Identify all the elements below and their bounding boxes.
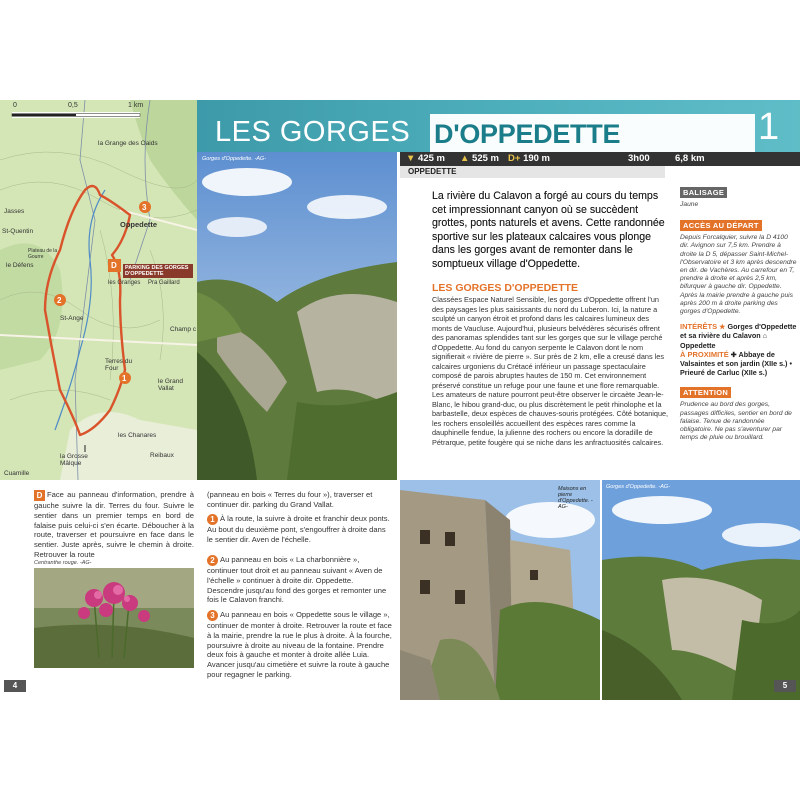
step-2-text: Au panneau en bois « La charbonnière », continuer tout droit et au panneau suivant « Aven de l'échelle » continuer à droite dir. Oppedette. Descendre jusqu'au fond des gorges et remonter une fois le Calavon franchi.: [207, 555, 387, 605]
flower-caption: Centranthe rouge. -AG-: [34, 560, 92, 566]
step-d-cont: (panneau en bois « Terres du four »), traverser et continuer dir. parking du Grand Vallat.: [207, 490, 373, 509]
step-3-text: Au panneau en bois « Oppedette sous le village », continuer de monter à droite. Retrouver la route et face à la mairie, prendre la rue le plus à droite. À la fourche, poursuivre à droite au niveau de la fontaine. Prendre deux fois à gauche et monter à droite allée Luia. Avancer jusqu'au cimetière et suivre la route à gauche pour regagner le parking.: [207, 610, 392, 679]
photo-caption: Gorges d'Oppedette. -AG-: [202, 156, 267, 162]
title-bold: D'OPPEDETTE: [434, 119, 621, 149]
map-label: Plateau de la Gourre: [28, 248, 58, 260]
gorge2-caption: Gorges d'Oppedette. -AG-: [606, 484, 671, 490]
lower-section: [0, 480, 800, 700]
step-d-text: Face au panneau d'information, prendre à gauche suivre la dir. Terres du four. Suivre le sentier dans un premier temps en bord de falaise puis celui-ci s'en écarte. Déboucher à la route, traverser et poursuivre en face dans le sentier. Juste après, suivre le chemin à droite. Retrouver la route: [34, 490, 194, 559]
page-number-right: 5: [774, 680, 796, 692]
triangle-down-icon: ▼: [406, 153, 416, 164]
triangle-up-icon: ▲: [460, 153, 470, 164]
place-name: OPPEDETTE: [408, 167, 457, 176]
star-icon: ★: [719, 322, 726, 332]
route-map: [0, 100, 197, 480]
page-spread: [0, 100, 800, 700]
step-1-badge: 1: [207, 514, 218, 525]
page-number-left: 4: [4, 680, 26, 692]
intro-text: La rivière du Calavon a forgé au cours du temps cet impressionnant canyon où se succèdent grottes, ponts naturels et avens. Cette randonnée sportive sur les plateaux calcaires vous plonge dans les gorges avant de remonter dans le somptueux village d'Oppedette.: [432, 190, 665, 270]
proximite-text: Abbaye de Valsaintes et son jardin (XIIe s.) • Prieuré de Carluc (XIIe s.): [680, 349, 792, 378]
place-bar: [400, 166, 665, 178]
flower-photo: [34, 568, 194, 668]
stat-distance: 6,8 km: [675, 153, 705, 164]
map-waypoint-1: 1: [122, 374, 127, 383]
map-label: Cuamille: [4, 470, 30, 477]
step-d-badge: D: [34, 490, 45, 501]
map-label: la Grosse Mâlque: [60, 453, 88, 467]
interets-place: Oppedette: [680, 340, 716, 350]
balisage-tag: BALISAGE: [680, 187, 727, 198]
map-graphic: [0, 100, 197, 480]
map-parking-label: PARKING DES GORGES D'OPPEDETTE: [123, 264, 193, 278]
village-caption: Maisons en pierre d'Oppedette. -AG-: [558, 486, 593, 510]
attention-text: Prudence au bord des gorges, passages difficiles, sentier en bord de falaise. Tenue de randonnée obligatoire. Ne pas s'aventurer par temps de pluie ou brouillard.: [680, 401, 792, 442]
map-label: Reibaux: [150, 452, 174, 459]
body-text: Classées Espace Naturel Sensible, les gorges d'Oppedette offrent l'un des paysages les plus saisissants du nord du Luberon. Ici, la nature a sculpté un canyon étroit et profond dans les calcaires lumineux des monts de Vaucluse. Aujourd'hui, plusieurs belvédères sécurisés offrent des panoramas splendides tant sur les gorges que sur le village perché d'Oppedette. Au fond du canyon serpente le Calavon dont le nom signifierait « rivière de pierre ». Sur près de 2 km, elle a creusé dans les calcaires urgoniens du Crétacé inférieur un passage spectaculaire composé de parois abruptes hautes de 150 m. Cet environnement préservé constitue un refuge pour une faune et une flore remarquable. Les amateurs de nature pourront peut-être observer le circaète Jean-le-Blanc, le hibou grand-duc, ou plus discrètement le petit rhinolophe et la barbastelle, deux espèces de chauves-souris protégées. Côté botanique, les rochers ensoleillés accueillent des espèces rares comme la dauphinelle fendue, la julienne des rochers ou encore la doradille de Pétrarque, petite fougère qui se niche dans les anfractuosités calcaires.: [432, 295, 669, 447]
stat-dplus-label: D+: [508, 153, 521, 164]
map-parking-badge: D: [111, 261, 117, 270]
abbey-icon: ✚: [730, 349, 737, 359]
map-label: Terres du Four: [105, 358, 133, 372]
map-label: les Chanares: [118, 432, 157, 439]
map-scale-end: 1 km: [128, 102, 144, 109]
map-label: la Grange des Oaids: [98, 140, 158, 147]
title-light: LES GORGES: [215, 116, 411, 148]
section-title: LES GORGES D'OPPEDETTE: [432, 282, 579, 294]
step-1: [207, 514, 392, 545]
stat-dplus: 190 m: [523, 153, 550, 164]
village-photo: [400, 480, 600, 700]
attention-tag: ATTENTION: [680, 387, 731, 398]
stat-duration: 3h00: [628, 153, 650, 164]
acces-tag: ACCÈS AU DÉPART: [680, 220, 762, 231]
map-scale-zero: 0: [13, 102, 17, 109]
step-3: [207, 610, 392, 680]
balisage-value: Jaune: [680, 201, 699, 208]
stat-low: 425 m: [418, 153, 445, 164]
map-label: Oppedette: [120, 220, 158, 229]
village-icon: ⌂: [762, 331, 768, 341]
stat-high: 525 m: [472, 153, 499, 164]
map-label: Jasses: [4, 208, 25, 215]
route-number: 1: [758, 106, 780, 148]
step-3-badge: 3: [207, 610, 218, 621]
info-sidebar: [680, 182, 798, 442]
map-label: le Défens: [6, 262, 34, 269]
step-1-text: À la route, la suivre à droite et franchir deux ponts. Au bout du deuxième pont, s'engouffrer à droite dans le sentier dir. Aven de l'échelle.: [207, 514, 390, 544]
step-2-badge: 2: [207, 555, 218, 566]
stats-bar: [400, 152, 800, 166]
step-2: [207, 555, 392, 605]
map-label: Champ c: [170, 326, 197, 333]
step-d: [34, 490, 194, 560]
map-label: les Granges: [108, 280, 141, 286]
map-waypoint-2: 2: [57, 296, 62, 305]
map-label: St-Ange: [60, 315, 84, 322]
map-waypoint-3: 3: [142, 203, 147, 212]
interets-text: Gorges d'Oppedette et sa rivière du Calavon: [680, 322, 797, 341]
map-label: St-Quentin: [2, 228, 34, 235]
gorge-photo: [197, 152, 397, 480]
interets-label: INTÉRÊTS: [680, 322, 718, 332]
map-label: le Grand Vallat: [158, 378, 183, 392]
acces-text: Depuis Forcalquier, suivre la D 4100 dir. Avignon sur 7,5 km. Prendre à droite la D 5, dépasser Saint-Michel-l'Observatoire et 3 km après descendre en dir. de Vachères. Au carrefour en T, prendre à droite et après 2,5 km, bifurquer à gauche dir. Oppedette. Après la mairie prendre à gauche puis après 200 m à droite parking des gorges d'Oppedette.: [680, 234, 797, 316]
map-label: Pra Gaillard: [148, 280, 180, 286]
gorge-photo-2: [602, 480, 800, 700]
proximite-label: À PROXIMITÉ: [680, 349, 729, 359]
map-scale-mid: 0,5: [68, 102, 78, 109]
